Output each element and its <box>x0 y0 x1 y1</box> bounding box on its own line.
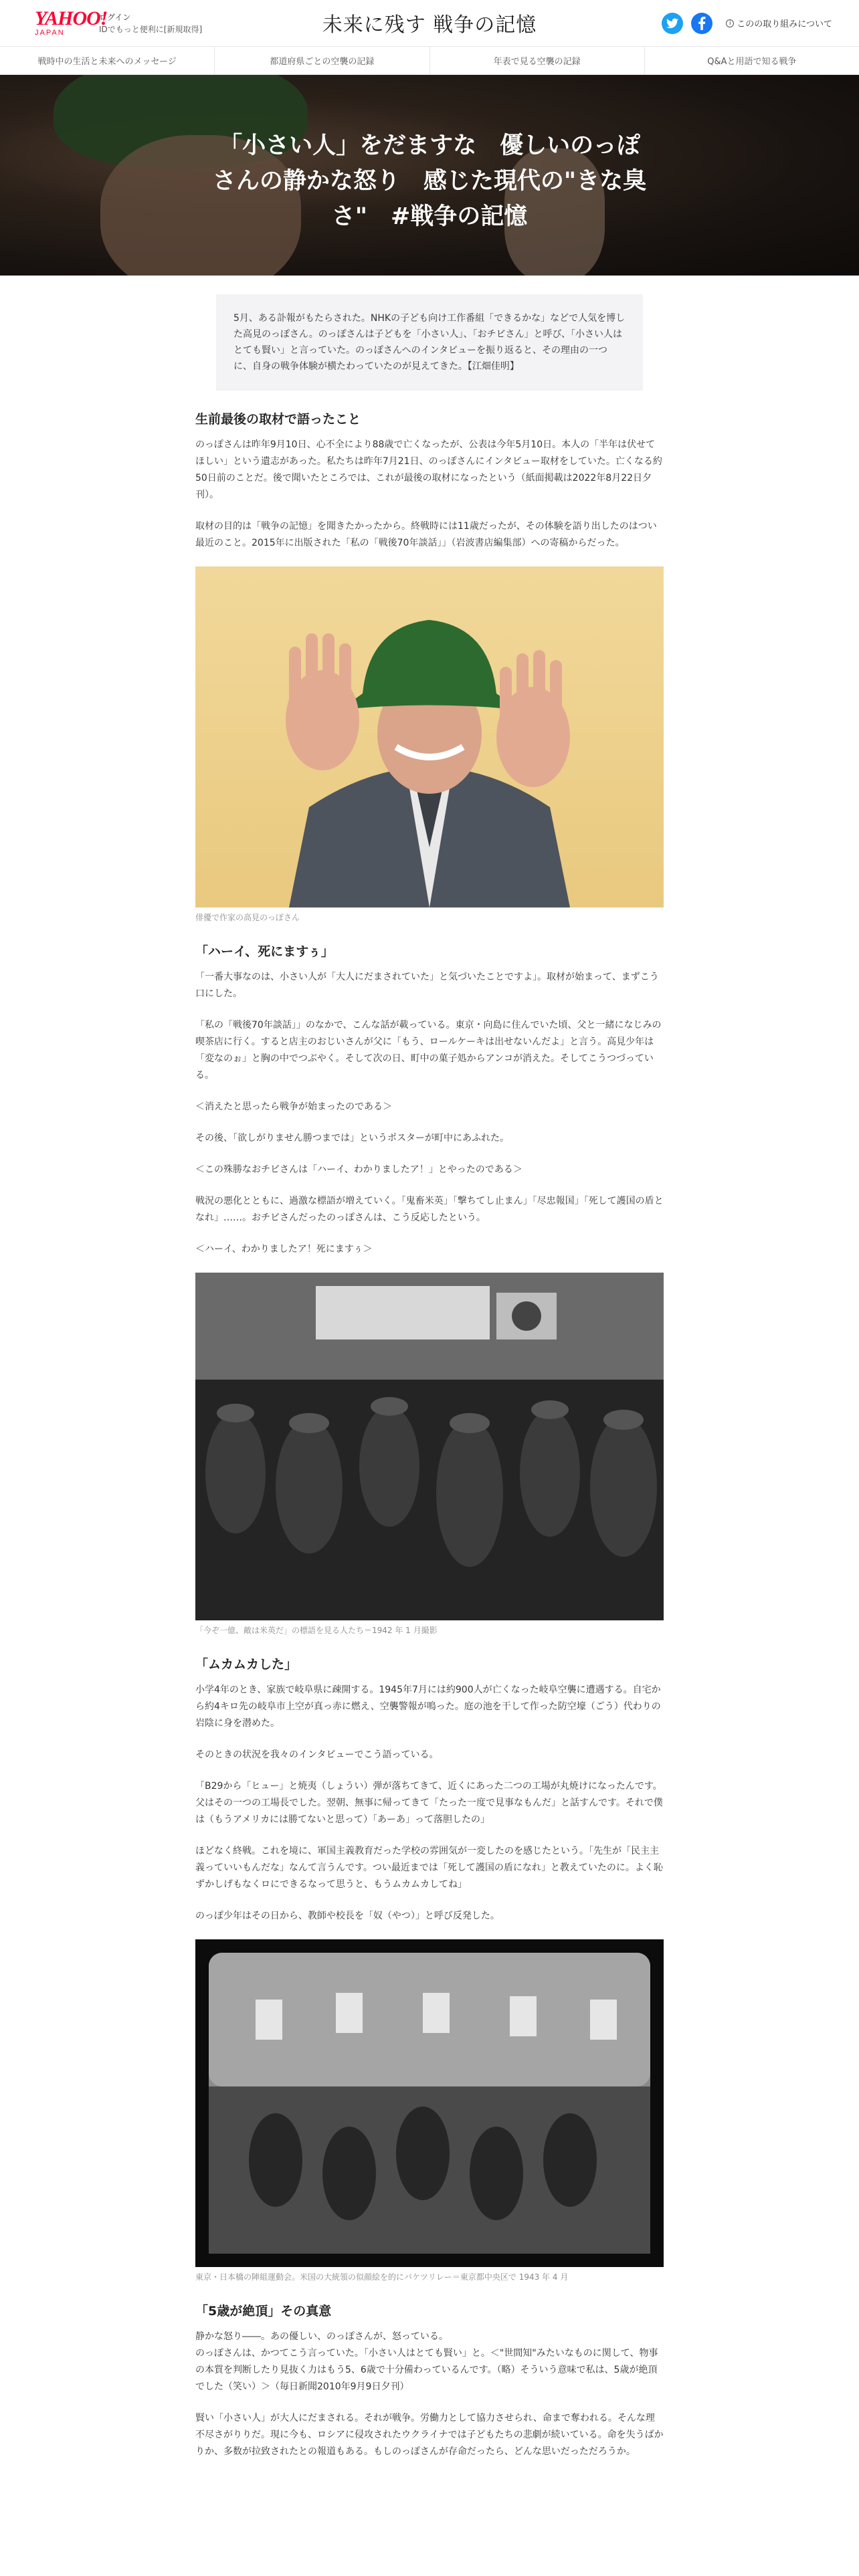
paragraph: そのときの状況を我々のインタビューでこう語っている。 <box>195 1749 439 1760</box>
section-heading: 「ムカムカした」 <box>195 1657 298 1672</box>
login-area[interactable] <box>99 11 202 35</box>
twitter-icon <box>666 18 678 29</box>
facebook-share-button[interactable] <box>691 13 712 34</box>
street-illustration <box>195 1273 664 1620</box>
section-heading: 「ハーイ、死にますぅ」 <box>195 944 334 959</box>
photo-wartime-street <box>195 1273 664 1620</box>
photo-noppo-portrait <box>195 566 664 907</box>
nav-item-timeline[interactable]: 年表で見る空襲の記録 <box>430 47 645 74</box>
about-label: このの取り組みについて <box>737 19 832 29</box>
paragraph: ＜消えたと思ったら戦争が始まったのである＞ <box>195 1101 392 1112</box>
header-actions <box>662 13 832 34</box>
photo-caption: 「今ぞ一億、敵は米英だ」の標語を見る人たち＝1942 年 1 月撮影 <box>195 1626 438 1635</box>
global-nav <box>0 47 859 75</box>
twitter-share-button[interactable] <box>662 13 683 34</box>
yahoo-logo[interactable] <box>35 9 202 38</box>
paragraph: 「B29から「ヒュー」と焼夷（しょうい）弾が落ちてきて、近くにあった二つの工場が丸焼けになったんです。父はその一つの工場長でした。翌朝、無事に帰ってきて「たった一度で見事なもんだ」と話すんです。それで僕は（もうアメリカには勝てないと思って）「あーあ」って落胆したの」 <box>195 1781 663 1825</box>
article-body <box>195 409 664 2502</box>
hero-banner <box>0 75 859 276</box>
site-title[interactable]: 未来に残す 戦争の記憶 <box>322 13 537 37</box>
nav-item-prefecture-raids[interactable]: 都道府県ごとの空襲の記録 <box>215 47 430 74</box>
section-heading: 生前最後の取材で語ったこと <box>195 412 361 427</box>
info-icon: i <box>726 19 734 27</box>
paragraph: 戦況の悪化とともに、過激な標語が増えていく。「鬼畜米英」「撃ちてし止まん」「尽忠報国」「死して護国の盾となれ」……。おチビさんだったのっぽさんは、こう反応したという。 <box>195 1196 664 1223</box>
paragraph: 「私の「戦後70年談話」」のなかで、こんな話が載っている。東京・向島に住んでいた頃、父と一緒になじみの喫茶店に行く。すると店主のおじいさんが父に「もう、ロールケーキは出せないんだよ」と言う。高見少年は「変なのぉ」と胸の中でつぶやく。そして次の日、町中の菓子処からアンコが消えた。そしてこうつづっている。 <box>195 1020 662 1081</box>
facebook-icon <box>698 17 706 30</box>
paragraph: ほどなく終戦。これを境に、軍国主義教育だった学校の雰囲気が一変したのを感じたという。「先生が「民主主義っていいもんだな」なんて言うんです。つい最近までは「死して護国の盾になれ」と教えていたのに。よく恥ずかしげもなくロにできるなって思うと、もうムカムカしてね」 <box>195 1846 663 1890</box>
paragraph: 「一番大事なのは、小さい人が「大人にだまされていた」と気づいたことですよ」。取材が始まって、まずこう口にした。 <box>195 972 659 999</box>
paragraph: 取材の目的は「戦争の記憶」を聞きたかったから。終戦時には11歳だったが、その体験を語り出したのはつい最近のこと。2015年に出版された「私の「戦後70年談話」」（岩波書店編集部）への寄稿からだった。 <box>195 521 657 548</box>
section-heading: 「5歳が絶頂」その真意 <box>195 2304 332 2319</box>
paragraph: ＜この殊勝なおチビさんは「ハーイ、わかりましたア！」とやったのである＞ <box>195 1164 522 1175</box>
bucket-relay-illustration <box>195 1939 664 2267</box>
login-sub-link[interactable]: IDでもっと便利に[新規取得] <box>99 24 203 34</box>
paragraph: その後、「欲しがりません勝つまでは」というポスターが町中にあふれた。 <box>195 1133 509 1144</box>
article-title: 「小さい人」をだますな 優しいのっぽさんの静かな怒り 感じた現代の"きな臭さ" #戦争の記憶 <box>212 132 647 230</box>
paragraph: ＜ハーイ、わかりましたア！死にますぅ＞ <box>195 1244 373 1255</box>
paragraph: のっぽ少年はその日から、教師や校長を「奴（やつ）」と呼び反発した。 <box>195 1911 500 1921</box>
portrait-illustration <box>195 566 664 907</box>
article-lead: 5月、ある訃報がもたらされた。NHKの子ども向け工作番組「できるかな」などで人気を博した高見のっぽさん。のっぽさんは子どもを「小さい人」、「おチビさん」と呼び、「小さい人はとても賢い」と言っていた。のっぽさんへのインタビューを振り返ると、その理由の一つに、自身の戦争体験が横たわっていたのが見えてきた。【江畑佳明】 <box>216 294 643 391</box>
paragraph: 静かな怒り――。あの優しい、のっぽさんが、怒っている。 のっぽさんは、かつてこう言っていた。「小さい人はとても賢い」と。＜"世間知"みたいなものに関して、物事の本質を判断したり見抜く力はもう5、6歳で十分備わっているんです。（略）そういう意味で私は、5歳が絶頂でした（笑い）＞（毎日新聞2010年9月9日夕刊） <box>195 2331 658 2392</box>
paragraph: 小学4年のとき、家族で岐阜県に疎開する。1945年7月には約900人が亡くなった岐阜空襲に遭遇する。自宅から約4キロ先の岐阜市上空が真っ赤に燃え、空襲警報が鳴った。庭の池を干して作った防空壕（ごう）代わりの岩陰に身を潜めた。 <box>195 1685 661 1729</box>
site-header <box>0 0 859 47</box>
logo-main-text: YAHOO! <box>35 7 108 29</box>
paragraph: のっぽさんは昨年9月10日、心不全により88歳で亡くなったが、公表は今年5月10日。本人の「半年は伏せてほしい」という遺志があった。私たちは昨年7月21日、のっぽさんにインタビュー取材をしていた。亡くなる約50日前のことだ。後で聞いたところでは、これが最後の取材になったという（紙面掲載は2022年8月22日夕刊）。 <box>195 439 662 500</box>
about-link[interactable] <box>726 17 832 29</box>
login-link[interactable]: ログイン <box>99 12 131 22</box>
yahoo-logo-mark[interactable] <box>35 7 108 38</box>
photo-bucket-relay <box>195 1939 664 2267</box>
photo-caption: 俳優で作家の高見のっぽさん <box>195 913 300 922</box>
photo-caption: 東京・日本橋の陣組運動会。米国の大統領の似顔絵を的にバケツリレー＝東京都中央区で 1943 年 4 月 <box>195 2272 569 2282</box>
logo-sub-text: JAPAN <box>35 28 65 37</box>
paragraph: 賢い「小さい人」が大人にだまされる。それが戦争。労働力として協力させられ、命まで奪われる。そんな理不尽さがりりだ。現に今も、ロシアに侵攻されたウクライナでは子どもたちの悲劇が続いている。命を失うばかりか、多数が拉致されたとの報道もある。もしのっぽさんが存命だったら、どんな思いだっただろうか。 <box>195 2413 664 2457</box>
nav-item-qa-glossary[interactable]: Q&Aと用語で知る戦争 <box>707 57 797 67</box>
nav-item-messages[interactable]: 戦時中の生活と未来へのメッセージ <box>0 47 215 74</box>
